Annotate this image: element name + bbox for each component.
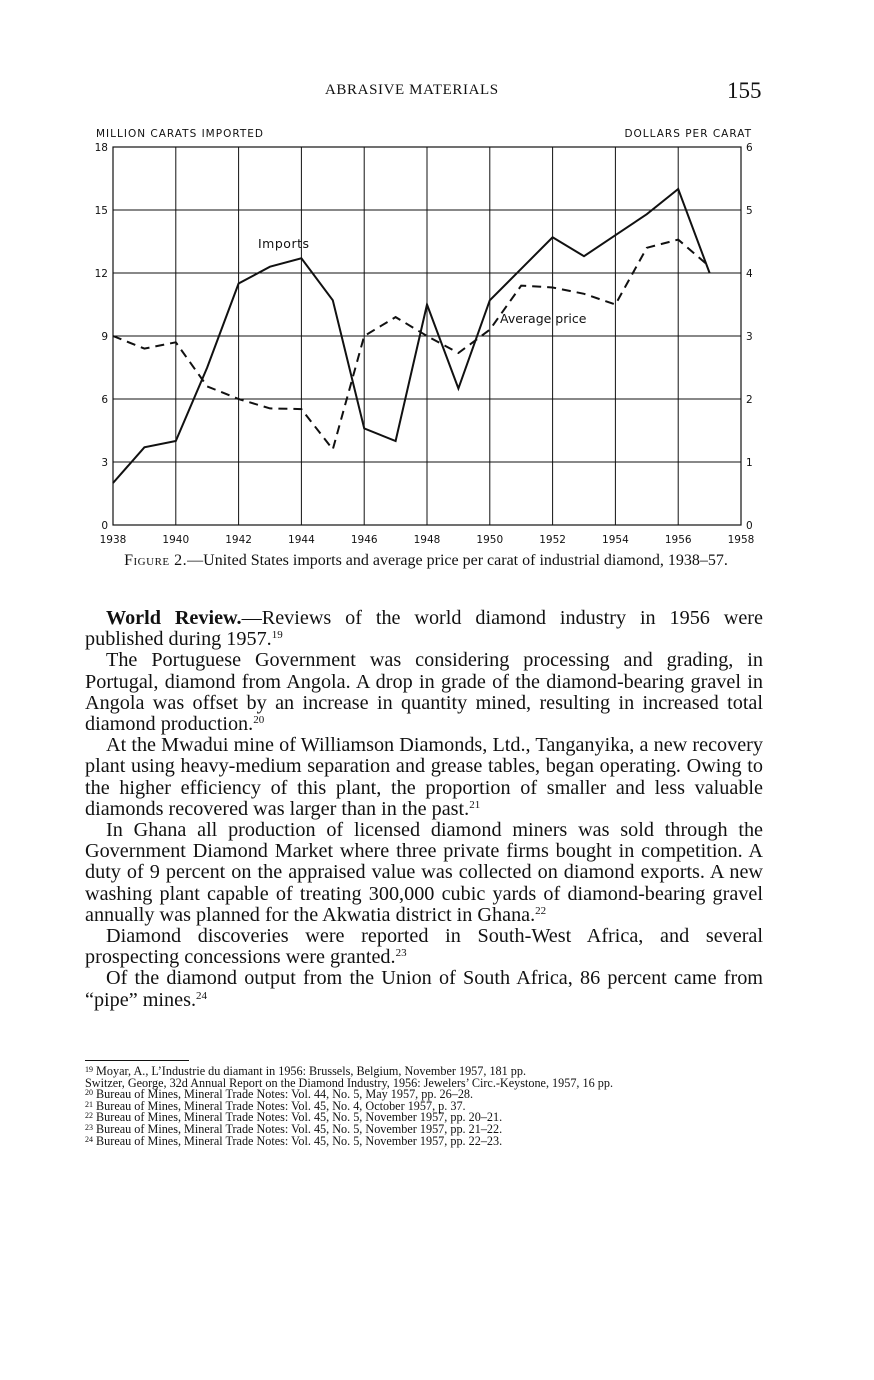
- imports-annotation: Imports: [258, 236, 310, 251]
- footnote-ref: 21: [469, 798, 481, 811]
- left-tick-label: 15: [94, 205, 108, 217]
- footnote-ref: 20: [253, 714, 265, 727]
- footnote-number: 21: [85, 1099, 93, 1109]
- right-tick-label: 6: [746, 142, 753, 154]
- left-tick-label: 9: [101, 331, 108, 343]
- footnote: [85, 1133, 765, 1148]
- footnote-text: Moyar, A., L’Industrie du diamant in 1956: Brussels, Belgium, November 1957, 181 pp.: [96, 1064, 527, 1078]
- right-tick-label: 5: [746, 205, 753, 217]
- x-tick-label: 1940: [162, 534, 190, 546]
- right-tick-label: 3: [746, 331, 753, 343]
- paragraph-mwadui: [85, 735, 763, 820]
- section-heading: World Review.: [106, 607, 242, 629]
- page-number: 155: [727, 78, 762, 103]
- paragraph-text: —Reviews of the world diamond industry in 1956 were published during 1957.: [85, 607, 763, 651]
- x-tick-label: 1950: [476, 534, 504, 546]
- footnote-text: Bureau of Mines, Mineral Trade Notes: Vol. 45, No. 4, October 1957, p. 37.: [96, 1098, 466, 1113]
- footnote-number: 22: [85, 1111, 93, 1121]
- chart-grid: [113, 147, 741, 525]
- footnote-text: Bureau of Mines, Mineral Trade Notes: Vol. 45, No. 5, November 1957, pp. 20–21.: [96, 1110, 503, 1125]
- left-tick-label: 0: [101, 520, 108, 532]
- paragraph-text: The Portuguese Government was considering processing and grading, in Portugal, diamond from Angola. A drop in grade of the diamond-bearing gravel in Angola was offset by an increase in quantity mined, resulting in increased total diamond production.: [85, 649, 763, 736]
- left-axis-label: MILLION CARATS IMPORTED: [96, 128, 264, 140]
- paragraph-union-south-africa: [85, 968, 763, 1010]
- footnote-ref: 24: [196, 989, 207, 1002]
- footnote-text: Bureau of Mines, Mineral Trade Notes: Vol. 45, No. 5, November 1957, pp. 22–23.: [96, 1133, 503, 1148]
- body-text: [85, 608, 763, 1011]
- running-head: [0, 78, 874, 108]
- x-tick-label: 1946: [350, 534, 378, 546]
- right-axis-label: DOLLARS PER CARAT: [624, 128, 752, 140]
- x-tick-label: 1944: [288, 534, 315, 546]
- paragraph-ghana: [85, 820, 763, 926]
- paragraph-portugal: [85, 650, 763, 735]
- figure-caption: [88, 552, 764, 569]
- footnote-number: 24: [85, 1134, 93, 1144]
- footnote-number: 23: [85, 1122, 93, 1132]
- footnote-ref: 19: [271, 629, 283, 642]
- x-tick-label: 1956: [664, 534, 692, 546]
- left-tick-label: 3: [101, 457, 108, 469]
- left-tick-label: 6: [101, 394, 108, 406]
- right-tick-label: 0: [746, 520, 753, 532]
- paragraph-text: At the Mwadui mine of Williamson Diamonds, Ltd., Tanganyika, a new recovery plant using heavy-medium separation and grease tables, began operating. Owing to the higher efficiency of this plant, the proportion of smaller and less valuable diamonds recovered was larger than in the past.: [85, 734, 763, 820]
- tick-labels: [95, 142, 755, 546]
- imports-price-chart: [0, 120, 874, 550]
- x-tick-label: 1942: [225, 534, 252, 546]
- x-tick-label: 1938: [99, 534, 127, 546]
- figure-caption-text: —United States imports and average price per carat of industrial diamond, 1938–57.: [187, 552, 728, 569]
- paragraph-text: In Ghana all production of licensed diamond miners was sold through the Government Diamond Market where three private firms bought in competition. A duty of 9 percent on the appraised value was collected on diamond exports. A new washing plant capable of treating 300,000 cubic yards of diamond-bearing gravel annually was planned for the Akwatia district in Ghana.: [85, 819, 763, 926]
- footnote-divider: [85, 1060, 189, 1061]
- running-title: ABRASIVE MATERIALS: [325, 82, 499, 98]
- footnote-text: Switzer, George, 32d Annual Report on the Diamond Industry, 1956: Jewelers’ Circ.-Keystone, 1957, 16 pp.: [85, 1075, 613, 1090]
- average-price-line: [113, 240, 710, 450]
- left-tick-label: 12: [94, 268, 108, 280]
- right-tick-label: 4: [746, 268, 753, 280]
- right-tick-label: 2: [746, 394, 753, 406]
- figure-label: Figure 2.: [124, 552, 188, 569]
- x-tick-label: 1948: [413, 534, 441, 546]
- footnote-ref: 23: [395, 947, 407, 960]
- x-tick-label: 1952: [539, 534, 566, 546]
- footnote-number: 19: [85, 1065, 93, 1074]
- footnote-ref: 22: [535, 904, 547, 917]
- average-price-annotation: Average price: [500, 311, 587, 326]
- x-tick-label: 1954: [602, 534, 629, 546]
- footnote-text: Bureau of Mines, Mineral Trade Notes: Vol. 44, No. 5, May 1957, pp. 26–28.: [96, 1087, 474, 1102]
- footnotes: [85, 1066, 765, 1147]
- right-tick-label: 1: [746, 457, 753, 469]
- footnote-text: Bureau of Mines, Mineral Trade Notes: Vol. 45, No. 5, November 1957, pp. 21–22.: [96, 1121, 503, 1136]
- footnote-number: 20: [85, 1088, 93, 1098]
- paragraph-south-west-africa: [85, 926, 763, 968]
- paragraph-text: Of the diamond output from the Union of South Africa, 86 percent came from “pipe” mines.: [85, 967, 763, 1011]
- paragraph-world-review: [85, 608, 763, 650]
- paragraph-text: Diamond discoveries were reported in South-West Africa, and several prospecting concessions were granted.: [85, 925, 763, 969]
- left-tick-label: 18: [94, 142, 108, 154]
- x-tick-label: 1958: [727, 534, 755, 546]
